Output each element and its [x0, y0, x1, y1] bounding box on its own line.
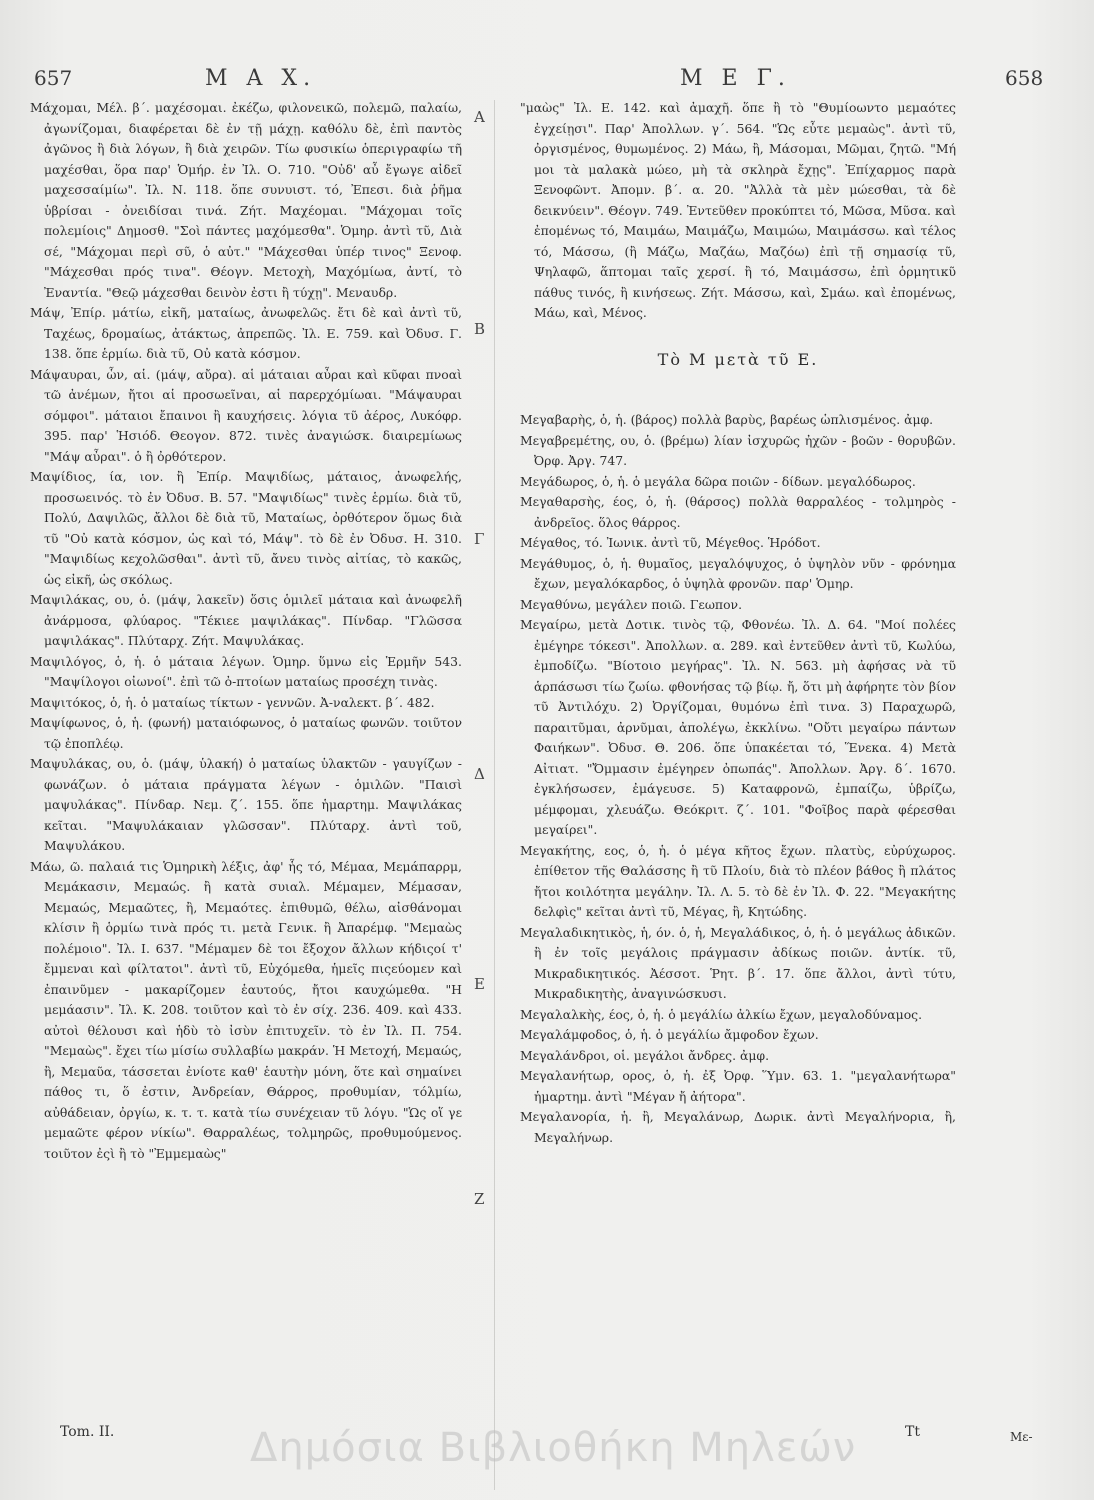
- library-watermark: Δημόσια Βιβλιοθήκη Μηλεών: [250, 1425, 857, 1471]
- dictionary-entry: Μαψιλάκας, ου, ὁ. (μάψ, λακεῖν) ὅσις ὁμιλεῖ μάταια καὶ ἀνωφελῆ ἀνάρμοσα, φλύαρος. "Τέκιεε μαψιλάκας". Πίνδαρ. "Γλῶσσα μαψιλάκας". Πλύταρχ. Ζήτ. Μαψυλάκας.: [30, 592, 462, 648]
- right-page-number: 658: [1005, 66, 1044, 90]
- dictionary-entry: Μέγαθος, τό. Ἰωνικ. ἀντὶ τῦ, Μέγεθος. Ἡρόδοτ.: [520, 535, 821, 550]
- dictionary-entry: Μάψ, Ἐπίρ. μάτίω, εἰκῆ, ματαίως, ἀνωφελῶς. ἔτι δὲ καὶ ἀντὶ τῦ, Ταχέως, δρομαίως, ἀτάκτως, ἀπρεπῶς. Ἰλ. Ε. 759. καὶ Ὀδυσ. Γ. 138. ὅπε ἑρμίω. διὰ τῦ, Οὐ κατὰ κόσμον.: [30, 305, 462, 361]
- left-page-number: 657: [34, 66, 73, 90]
- section-marker: Γ: [474, 530, 485, 548]
- volume-label: Tom. II.: [60, 1424, 115, 1440]
- dictionary-entry: Μαψιλόγος, ὁ, ἡ. ὁ μάταια λέγων. Ὁμηρ. ὕμνω εἰς Ἑρμῆν 543. "Μαψίλογοι οἰωνοί". ἐπὶ τῶ ὀ-πτοίων ματαίως προσέχη τινὰς.: [30, 653, 462, 689]
- dictionary-entry: Μάχομαι, Μέλ. β΄. μαχέσομαι. ἐκέζω, φιλονεικῶ, πολεμῶ, παλαίω, ἀγωνίζομαι, διαφέρεται δὲ ἐν τῇ μάχῃ. καθόλυ δὲ, ἐπὶ παντὸς ἀγῶνος ἢ διὰ λόγων, ἢ διὰ χειρῶν. Τίω φυσικίω ὁπεριγραφίω τῆ μαχέσθαι, ὅρα παρ' Ὁμήρ. ἐν Ἰλ. Ο. 710. "Οὐδ' αὖ ἔγωγε αἰδεῖ μαχεσσαίμίω". Ἰλ. Ν. 118. ὅπε συνυιστ. τό, Ἐπεσι. διὰ ῥῆμα ὑβρίσαι - ὀνειδίσαι τινά. Ζήτ. Μαχέομαι. "Μάχομαι τοῖς πολεμίοις" Δημοσθ. "Σοὶ πάντες μαχόμεσθα". Ὁμηρ. ἀντὶ τῦ, Διὰ σέ, "Μάχομαι περὶ σῦ, ὁ αὐτ." "Μάχεσθαι ὑπέρ τινος" Ξενοφ. "Μάχεσθαι πρός τινα". Θέογν. Μετοχὴ, Μαχόμίωα, ἀντί, τὸ Ἐναντία. "Θεῷ μάχεσθαι δεινὸν ἐστι ἢ τύχῃ". Μεναυδρ.: [30, 100, 462, 300]
- dictionary-entry: Μεγακήτης, εος, ὁ, ἡ. ὁ μέγα κῆτος ἔχων. πλατὺς, εὐρύχωρος. ἐπίθετον τῆς Θαλάσσης ἢ τῦ Πλοίυ, διὰ τὸ πλέον βάθος ἢ πλάτος ἤτοι κοιλότητα μεγάλην. Ἰλ. Λ. 5. τὸ δὲ ἐν Ἰλ. Φ. 22. "Μεγακήτης δελφὶς" κεῖται ἀντὶ τῦ, Μέγας, ἢ, Κητώδης.: [520, 842, 956, 919]
- section-title: Τὸ Μ μετὰ τῦ Ε.: [657, 349, 819, 369]
- dictionary-entry: Μεγάδωρος, ὁ, ἡ. ὁ μεγάλα δῶρα ποιῶν - δίδων. μεγαλόδωρος.: [520, 473, 916, 489]
- dictionary-entry: Μάψαυραι, ὧν, αἱ. (μάψ, αὔρα). αἱ μάταιαι αὖραι καὶ κῦφαι πνοαὶ τῶ ἀνέμων, ἤτοι αἱ προσωεῖναι, αἱ παρερχόμίωαι. "Μάψαυραι σόμφοι". μάταιοι ἔπαινοι ἢ καυχήσεις. λόγια τῦ ἀέρος, Λυκόφρ. 395. παρ' Ἡσιόδ. Θεογον. 872. τινὲς ἀναγιώσκ. διαιρεμίωως "Μάψ αὖραι". ὁ ἢ ὀρθότερον.: [30, 366, 462, 464]
- dictionary-entry: Μεγαλανορία, ἡ. ἢ, Μεγαλάνωρ, Δωρικ. ἀντὶ Μεγαλήνορια, ἢ, Μεγαλήνωρ.: [520, 1109, 956, 1145]
- column-divider: [494, 100, 495, 1490]
- dictionary-entry-continued: "μαὼς" Ἰλ. Ε. 142. καὶ ἀμαχῆ. ὅπε ἢ τὸ "Θυμίοωντο μεμαότες ἐγχείῃσι". Παρ' Ἀπολλων. γ΄. 564. "Ὡς εὖτε μεμαὼς". ἀντὶ τῦ, ὀργισμένος, θυμωμένος. 2) Μάω, ἢ, Μάσομαι, Μῶμαι, ζητῶ. "Μή μοι τὰ μαλακὰ μώεο, μὴ τὰ σκληρὰ ἔχῃς". Ἐπίχαρμος παρὰ Ξενοφῶντ. Ἀπομν. β΄. α. 20. "Ἀλλὰ τὰ μὲν μώεσθαι, τὰ δὲ δεικνύειν". Θέογν. 749. Ἐντεῦθεν προκύπτει τό, Μῶσα, Μῦσα. καὶ ἐπομένως τό, Μαιμάω, Μαιμάζω, Μαιμώω, Μαιμάσσω. καὶ τέλος τό, Μάσσω, (ἢ Μάζω, Μαζάω, Μαζόω) ἐπὶ τῇ σημασίᾳ τῦ, Ψηλαφῶ, ἅπτομαι ταῖς χερσί. ἢ τό, Μαιμάσσω, ἐπὶ ὁρμητικῦ πάθυς τινός, ἢ κινήσεως. Ζήτ. Μάσσω, καὶ, Σμάω. καὶ ἐπομένως, Μάω, καὶ, Μένος.: [520, 100, 956, 320]
- dictionary-entry: Μαψυλάκας, ου, ὁ. (μάψ, ὑλακή) ὁ ματαίως ὑλακτῶν - γαυγίζων - φωνάζων. ὁ μάταια πράγματα λέγων - ὁμιλῶν. "Παισὶ μαψυλάκας". Πίνδαρ. Νεμ. ζ΄. 155. ὅπε ἡμαρτημ. Μαψιλάκας κεῖται. "Μαψυλάκαιαν γλῶσσαν". Πλύταρχ. ἀντὶ τοῦ, Μαψυλάκου.: [30, 756, 462, 853]
- section-marker: Δ: [474, 765, 485, 783]
- right-column: [520, 98, 956, 1148]
- section-marker: Ζ: [474, 1190, 485, 1208]
- dictionary-entry: Μεγαλανήτωρ, ορος, ὁ, ἡ. ἐξ Ὀρφ. Ὕμν. 63. 1. "μεγαλανήτωρα" ἡμαρτημ. ἀντὶ "Μέγαν ἤ ἀήτορα".: [520, 1068, 956, 1104]
- dictionary-entry: Μεγαλαδικητικὸς, ἡ, όν. ὁ, ἡ, Μεγαλάδικος, ὁ, ἡ. ὁ μεγάλως ἀδικῶν. ἢ ἐν τοῖς μεγάλοις πράγμασιν ἀδίκως ποιῶν. ἀντίκ. τῦ, Μικραδικητικός. Ἀέσσοτ. Ῥητ. β΄. 17. ὅπε ἄλλοι, ἀντὶ τύτυ, Μικραδικητὴς, ἀναγινώσκυσι.: [520, 924, 956, 1001]
- dictionary-entry: Μεγαίρω, μετὰ Δοτικ. τινὸς τῷ, Φθονέω. Ἰλ. Δ. 64. "Μοί πολέες ἐμέγηρε τόκεσι". Ἀπολλων. α. 289. καὶ ἐντεῦθεν ἀντὶ τῦ, Κωλύω, ἐμποδίζω. "Βίοτοιο μεγήρας". Ἰλ. Ν. 563. μὴ ἀφήσας νὰ τῦ ἁρπάσωσι τίω ζωίω. φθονήσας τῷ βίῳ. ἤ, ὅτι μὴ ἀφήρητε τὸν βίον τῦ Ἀντιλόχυ. 2) Ὀργίζομαι, θυμόνω ἐπὶ τινα. 3) Παραχωρῶ, παραιτῦμαι, ἀρνῦμαι, ἀπολέγω, ἐκκλίνω. "Οὔτι μεγαίρω πάντων Φαιήκων". Ὀδυσ. Θ. 206. ὅπε ὑπακέεται τό, Ἕνεκα. 4) Μετὰ Αἰτιατ. "Ὄμμασιν ἐμέγηρεν ὀπωπάς". Ἀπολλων. Ἀργ. δ΄. 1670. ἐγκλήσωσεν, ἐμάγευσε. 5) Καταφρονῶ, ἐμπαίζω, ὑβρίζω, μέμφομαι, χλευάζω. Θεόκριτ. ζ΄. 101. "Φοῖβος παρὰ φέρεσθαι μεγαίρει".: [520, 617, 956, 837]
- left-column: [30, 98, 462, 1164]
- dictionary-entry: Μεγαλάμφοδος, ὁ, ἡ. ὁ μεγάλίω ἄμφοδον ἔχων.: [520, 1027, 819, 1042]
- dictionary-entry: Μεγαθαρσὴς, έος, ὁ, ἡ. (θάρσος) πολλὰ θαρραλέος - τολμηρὸς - ἀνδρεῖος. ὅλος θάρρος.: [520, 494, 956, 530]
- right-running-head: Μ Ε Γ.: [680, 66, 791, 91]
- dictionary-entry: Μαψίδιος, ία, ιον. ἢ Ἐπίρ. Μαψιδίως, μάταιος, ἀνωφελής, προσωεινός. τὸ ἐν Ὀδυσ. Β. 57. "Μαψιδίως" τινὲς ἑρμίω. διὰ τῦ, Πολύ, Δαψιλῶς, ἄλλοι δὲ διὰ τῦ, Ματαίως, ὀρθότερον ὅμως διὰ τῦ "Οὐ κατὰ κόσμον, ὡς καὶ τό, Μάψ". τὸ δὲ ἐν Ὀδυσ. Η. 310. "Μαψιδίως κεχολῶσθαι". ἀντὶ τῦ, ἄνευ τινὸς αἰτίας, τὸ κακῶς, ὡς εἰκῆ, ὡς σκόλως.: [30, 469, 462, 587]
- dictionary-entry: Μαψίφωνος, ὁ, ἡ. (φωνή) ματαιόφωνος, ὁ ματαίως φωνῶν. τοιῦτον τῷ ἐποπλέῳ.: [30, 715, 462, 751]
- dictionary-entry: Μεγαβαρὴς, ὁ, ἡ. (βάρος) πολλὰ βαρὺς, βαρέως ὡπλισμένος. ἀμφ.: [520, 412, 934, 427]
- dictionary-entry: Μεγάθυμος, ὁ, ἡ. θυμαῖος, μεγαλόψυχος, ὁ ὑψηλὸν νῦν - φρόνημα ἔχων, μεγαλόκαρδος, ὁ ὑψηλὰ φρονῶν. παρ' Ὁμηρ.: [520, 555, 956, 591]
- signature-mark: Tt: [905, 1424, 920, 1440]
- catchword: Με-: [1010, 1430, 1033, 1444]
- dictionary-entry: Μεγαλάνδροι, οἱ. μεγάλοι ἄνδρες. ἀμφ.: [520, 1047, 770, 1063]
- left-running-head: Μ Α Χ.: [205, 66, 317, 91]
- dictionary-entry: Μαψιτόκος, ὁ, ἡ. ὁ ματαίως τίκτων - γεννῶν. Ἀ-ναλεκτ. β΄. 482.: [30, 694, 435, 710]
- section-marker: Β: [474, 320, 486, 338]
- dictionary-entry: Μάω, ῶ. παλαιά τις Ὁμηρικὴ λέξις, ἀφ' ἧς τό, Μέμαα, Μεμάπαρρμ, Μεμάκασιν, Μεμαώς. ἢ κατὰ συιαλ. Μέμαμεν, Μέμασαν, Μεμαώς, Μεμαῶτες, ἢ, Μεμαότες. ἐπιθυμῶ, θέλω, αἰσθάνομαι κλίσιν ἢ ὁρμίω τινὰ πρός τι. μετὰ Γενικ. ἢ Ἀπαρέμφ. "Μεμαὼς πολέμοιο". Ἰλ. Ι. 637. "Μέμαμεν δὲ τοι ἔξοχον ἄλλων κήδιςοί τ' ἔμμεναι καὶ φίλτατοι". ἀντὶ τῦ, Εὐχόμεθα, ἡμεῖς πιςεύομεν καὶ ἐπαινῦμεν - μακαρίζομεν ἑαυτούς, ἤτοι καυχώμεθα. "Η μεμάασιν". Ἰλ. Κ. 208. τοιῦτον καὶ τὸ ἐν σίχ. 236. 409. καὶ 433. αὐτοὶ θέλουσι καὶ ἡδὺ τὸ ἰσὺν ἐπιτυχεῖν. τὸ ἐν Ἰλ. Π. 754. "Μεμαὼς". ἔχει τίω μίσίω συλλαβίω μακράν. Ἡ Μετοχή, Μεμαώς, ἢ, Μεμαῦα, τάσσεται ἐνίοτε καθ' ἑαυτὴν μόνη, ὅτε καὶ σημαίνει πάθος τι, ὅ ἐστιν, Ἀνδρείαν, Θάρρος, προθυμίαν, τόλμίω, αὐθάδειαν, ὀργίω, κ. τ. τ. κατὰ τίω συνέχειαν τῦ λόγυ. "Ὡς οἵ γε μεμαῶτε φέρον νίκίω". Θαρραλέως, τολμηρῶς, προθυμούμενος. τοιῦτον ἐςὶ ἢ τὸ "Ἐμμεμαὼς": [30, 858, 462, 1161]
- dictionary-entry: Μεγαβρεμέτης, ου, ὁ. (βρέμω) λίαν ἰσχυρῶς ἠχῶν - βοῶν - θορυβῶν. Ὀρφ. Ἀργ. 747.: [520, 432, 956, 468]
- dictionary-entry: Μεγαθύνω, μεγάλεν ποιῶ. Γεωπον.: [520, 596, 743, 612]
- dictionary-entry: Μεγαλαλκὴς, έος, ὁ, ἡ. ὁ μεγάλίω ἀλκίω ἔχων, μεγαλοδύναμος.: [520, 1006, 923, 1022]
- section-marker: Ε: [474, 975, 485, 993]
- section-marker: Α: [474, 108, 485, 126]
